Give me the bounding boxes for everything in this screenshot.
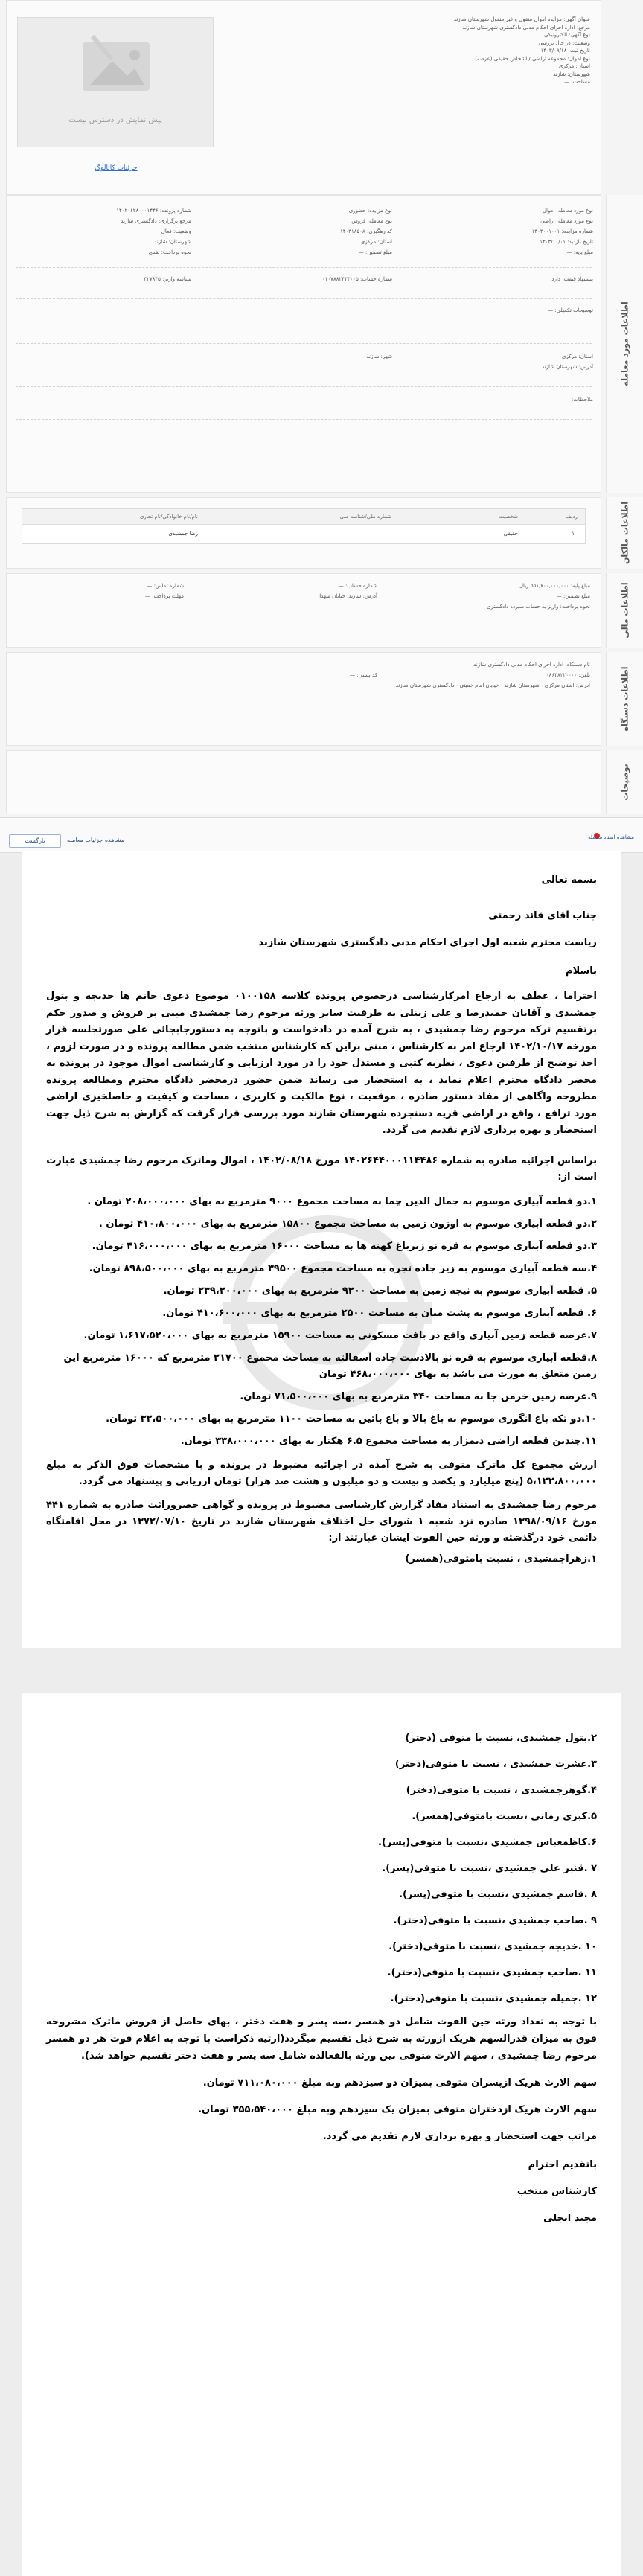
field: مبلغ پایه: — [566,249,593,255]
divider [16,343,592,344]
list-item: ۱۱.چندین قطعه اراضی دیمزار به مساحت مجموع ۶.۵ هکتار به بهای ۳۳۸،۰۰۰،۰۰۰ تومان. [180,1435,597,1447]
divider [16,386,592,387]
field-row [14,397,593,404]
info-line: شهرستان: شازند [553,71,590,77]
info-line: مساحت: — [564,79,590,85]
info-line: مرجع: اداره اجرای احکام مدنی دادگستری شهرستان شازند [462,24,590,31]
closing: باتقدیم احترام [528,2159,597,2170]
info-line: استان: مرکزی [558,63,590,69]
info-line: تاریخ ثبت: ۱۴۰۳/۰۹/۱۸ [540,48,590,54]
field: شهر: شازند [366,354,392,359]
info-line: وضعیت: در حال بررسی [538,39,590,46]
paragraph: سهم الارث هریک ازدختران متوفی بمیزان یک سیزدهم وبه مبلغ ۳۵۵،۵۴۰،۰۰۰ تومان. [198,2104,597,2115]
field: مهلت پرداخت: — [144,593,184,599]
section-title: اطلاعات مورد معامله [620,301,630,386]
table-cell: — [386,531,391,537]
section-organization-tab [606,652,643,746]
list-item: ۲.بتول جمشیدی، نسبت با متوفی (دختر) [405,1733,597,1744]
section-financial-body [6,573,601,648]
section-transaction-tab [606,195,643,493]
greeting: باسلام [566,965,597,977]
table-cell: رضا جمشیدی [168,531,198,537]
paragraph: مراتب جهت استحضار و بهره برداری لازم تقدیم می گردد. [322,2131,597,2142]
field: نوع مزایده: حضوری [348,208,392,214]
section-financial-tab [606,573,643,648]
field: تاریخ بازدید: ۱۴۰۳/۱۰/۰۱ [540,239,593,245]
field-row [14,228,593,236]
section-title: توضیحات [620,764,630,801]
field: مبلغ پایه: ۵۵۱,۷۰۰,۰۰۰,۰۰۰ ریال [519,583,590,589]
paragraph: با توجه به تعداد ورثه حین الفوت شامل دو همسر ،سه پسر و هفت دختر ، بهای حاصل از فروش ماترک مشروحه فوق به میزان قدرالسهم هریک ازورثه به شرح ذیل تقسیم میگردد(ارثیه ذکراست با توجه به اعلام فوت هر دو همسر مرحوم رضا جمشیدی ، سهم الارث متوفی بین ورثه بالفعالده شامل سه پسر و هفت دختر تقسیم خواهد شد). [46,2016,597,2062]
field: کد رهگیری: ۱۴۰۳۱۸۵۰۸ [339,228,392,234]
table-row [22,525,585,543]
field: مبلغ تضمین: — [556,593,590,599]
field: پیشنهاد قیمت: دارد [551,276,593,282]
list-item: ۹ .صاحب جمشیدی ،نسبت با متوفی(دختر). [393,1915,597,1926]
field: شماره تماس: — [147,583,184,589]
field-row [14,307,593,315]
list-item: ۳.دو قطعه آبیاری موسوم به قره نو زیرباغ کهنه ها به مساحت ۱۶۰۰۰ مترمربع به بهای ۴۱۶،۰۰۰،۰۰۰ تومان. [92,1240,597,1252]
section-owners-tab [606,497,643,569]
top-info-body [6,0,601,195]
top-info-lines [240,16,590,86]
paragraph: ارزش مجموع کل ماترک متوفی به شرح آمده در اجرائیه مضبوط در پرونده و با مشخصات فوق الذکر به مبلغ ۵،۱۲۲،۸۰۰،۰۰۰ (پنج میلیارد و یکصد و بیست و دو میلیون و هشت صد هزار) تومان ارزیابی و پیشنهاد می گردد. [46,1459,597,1487]
list-item: ۱۰ .خدیجه جمشیدی ،نسبت با متوفی(دختر). [388,1941,597,1952]
field: شماره مزایده: ۱۴۰۳۰۰۱۰۰۱ [531,228,593,234]
list-item: ۸.قطعه آبیاری موسوم به قره نو بالادست جاده آسفالته به مساحت مجموع ۲۱۷۰۰ مترمربع که ۱۶۰۰۰ مترمربع این زمین متعلق به مورث می باشد به بهای ۴۶۸،۰۰۰،۰۰۰ تومان [63,1352,597,1380]
list-item: ۳.عشرت جمشیدی ، نسبت با متوفی(دختر) [394,1759,597,1770]
field-row [14,249,593,257]
divider [16,419,592,420]
document-page-1 [22,851,621,1648]
signature-name: مجید انجلی [543,2213,597,2224]
list-item: ۹.عرصه زمین خرمن جا به مساحت ۳۴۰ مترمربع به بهای ۷۱،۵۰۰،۰۰۰ تومان. [240,1390,597,1402]
section-description [0,750,643,814]
field: استان: مرکزی [561,354,593,359]
paragraph: براساس اجرائیه صادره به شماره ۱۴۰۲۶۴۴۰۰۰۱۱۴۴۸۶ مورخ ۱۴۰۲/۰۸/۱۸ ، اموال وماترک مرحوم رضا جمشیدی عبارت است از: [46,1154,597,1183]
section-description-tab [606,750,643,814]
addressee: جناب آقای قائد رحمتی [488,910,597,921]
no-preview-image [17,17,214,147]
section-owners-body [6,497,601,569]
table-header-cell: شماره ملی/شناسه ملی [339,514,391,520]
list-item: ۵.کبری زمانی ،نسبت بامتوفی(همسر). [412,1811,597,1822]
field: توضیحات تکمیلی: — [548,307,593,313]
field-row [14,218,593,226]
field: شماره حساب: ۰۱۰۷۸۸۲۴۳۳۰۰۵ [322,276,392,282]
section-title: اطلاعات مالی [620,582,630,639]
section-transaction-info [0,195,643,493]
list-item: ۴.سه قطعه آبیاری موسوم به زیر جاده تجره به مساحت مجموع ۳۹۵۰۰ مترمربع به بهای ۸۹۸،۵۰۰،۰۰۰ تومان. [89,1262,597,1274]
paragraph: احتراما ، عطف به ارجاع امرکارشناسی درخصوص پرونده کلاسه ۰۱۰۰۱۵۸ موضوع دعوی خانم ها خدیجه و بتول جمشیدی و آقایان حمیدرضا و علی زینلی به طرفیت سایر ورثه مرحوم رضا جمشیدی مبنی بر فروش و صدور حکم برتقسیم ترکه مرحوم رضا جمشیدی ، به شرح آمده در دادخواست و باتوجه به دستورجابجائی علی صورتجلسه قرار مورخه ۱۴۰۲/۱۰/۱۷ ارجاع امر به کارشناس ، مبنی براین که کارشناس منتخب ضمن مطالعه پرونده و در صورت لزوم ، اخذ توضیح از طرفین دعوی ، نظریه کتبی و مستدل خود را در مورد ارزیابی و کارشناسی اموال موجود در پرونده به محضر دادگاه محترم اعلام نماید ، به استحضار می رساند ضمن حضور درمحضر دادگاه محترم ومطالعه پرونده مطروحه واگاهی از مفاد دستور صادره ، موقعیت ، نوع مالکیت و کاربری ، مساحت و کیفیت و حاصلخیزی اراضی مورد ترافع ، واقع در اراضی قریه دسنجرده شهرستان شازند مورد بررسی قرار گرفت که گزارش به شرح ذیل جهت استحضار و بهره برداری لازم تقدیم می گردد. [46,991,598,1136]
document-body [46,1693,597,2227]
field: استان: مرکزی [360,239,392,245]
list-item: ۶.کاظمعباس جمشیدی ،نسبت با متوفی(پسر). [378,1837,597,1848]
paragraph: سهم الارث هریک ازپسران متوفی بمیزان دو سیزدهم وبه مبلغ ۷۱۱،۰۸۰،۰۰۰ تومان. [202,2077,597,2088]
table-cell: ۱ [572,531,575,537]
document-body [46,851,597,1567]
info-line: عنوان آگهی: مزایده اموال منقول و غیر منقول شهرستان شازند [453,16,590,22]
field: آدرس: استان مرکزی - شهرستان شازند - خیابان امام خمینی - دادگستری شهرستان شازند [395,683,590,688]
section-organization-body [6,652,601,746]
list-item: ۱۲ .جمیله جمشیدی ،نسبت با متوفی(دختر). [390,1993,597,2004]
divider [16,298,592,299]
field: مبلغ تضمین: — [358,249,392,255]
table-header-cell: نام/نام خانوادگی/نام تجاری [139,514,198,520]
return-button[interactable]: بازگشت [9,834,61,848]
table-header-cell: شخصیت [499,514,518,520]
list-item: ۱۰.دو تکه باغ انگوری موسوم به باغ بالا و باغ پائین به مساحت ۱۱۰۰ مترمربع به بهای ۳۲،۵۰۰،۰۰۰ تومان. [106,1413,597,1425]
field: ملاحظات: — [564,397,593,403]
field: نوع مورد معامله: اموال [542,208,593,214]
list-item: ۵. قطعه آبیاری موسوم به نیجه زمین به مساحت ۹۲۰۰ مترمربع به بهای ۲۳۹،۲۰۰،۰۰۰ تومان. [163,1285,597,1297]
catalog-details-link[interactable]: جزئیات کاتالوگ [95,164,138,172]
signature-role: کارشناس منتخب [516,2186,597,2197]
document-page-2 [22,1693,621,2576]
field-row [14,239,593,246]
list-item: ۷ .قنبر علی جمشیدی ،نسبت با متوفی(پسر). [382,1863,597,1874]
field: نحوه پرداخت: واریز به حساب سپرده دادگستری [487,604,590,610]
list-item: ۱۱ .صاحب جمشیدی ،نسبت با متوفی(دختر). [387,1967,597,1978]
table-cell: حقیقی [503,531,518,537]
field-row [14,354,593,361]
info-line: نوع آگهی: الکترونیکی [544,32,590,38]
field: وضعیت: فعال [161,228,191,234]
field: مرجع برگزاری: دادگستری شازند [121,218,191,224]
field: شهرستان: شازند [154,239,191,245]
section-transaction-body [6,195,601,493]
list-item: ۲.دو قطعه آبیاری موسوم به اوزون زمین به مساحت مجموع ۱۵۸۰۰ مترمربع به بهای ۴۱۰،۸۰۰،۰۰۰ تومان . [98,1218,597,1230]
section-title: اطلاعات دستگاه [620,666,630,732]
section-organization [0,652,643,746]
section-financial [0,573,643,648]
field: نحوه پرداخت: نقدی [148,249,191,255]
field: شماره حساب: — [338,583,377,589]
auction-detail-panel [0,0,643,817]
view-transaction-details-button[interactable]: مشاهده جزئیات معامله [67,837,125,843]
list-item: ۱.دو قطعه آبیاری موسوم به جمال الدین چما به مساحت مجموع ۹۰۰۰ مترمربع به بهای ۲۰۸،۰۰۰،۰۰۰ تومان . [87,1195,597,1207]
breadcrumb[interactable]: مشاهده اسناد معامله [588,834,634,840]
field: شناسه واریز: ۳۲۷۸۴۵ [144,276,191,282]
list-item: ۸ .قاسم جمشیدی ،نسبت با متوفی(پسر). [399,1889,597,1900]
addressee-title: ریاست محترم شعبه اول اجرای احکام مدنی دادگستری شهرستان شازند [258,937,597,948]
top-info-section [0,0,643,195]
list-item: ۱.زهراجمشیدی ، نسبت بامتوفی(همسر) [405,1553,597,1565]
owners-table [22,508,586,544]
divider [16,267,592,268]
document-toolbar [0,817,643,853]
field-row [14,208,593,215]
field: نوع معامله: فروش [351,218,392,224]
table-header-cell: ردیف [566,514,578,520]
field: نام دستگاه: اداره اجرای احکام مدنی دادگستری شازند [473,662,590,668]
field: کد پستی: — [350,672,377,678]
field-row [14,276,593,284]
paragraph: مرحوم رضا جمشیدی به استناد مفاد گزارش کارشناسی مضبوط در پرونده و گواهی حصروراثت صادره به شماره ۴۴۱ مورخ ۱۳۹۸/۰۹/۱۶ صادره نزد شعبه ۱ شورای حل اختلاف شهرستان شازند در تاریخ ۱۳۷۲/۰۷/۱۰ در محل اقامتگاه دائمی خود درگذشته و ورثه حین الفوت ایشان عبارتند از: [46,1499,597,1544]
list-item: ۴.گوهرجمشیدی ، نسبت با متوفی(دختر) [406,1785,597,1796]
image-placeholder-icon [57,31,176,113]
field: شماره پرونده: ۱۴۰۲۰۶۲۸۰۰۰۱۴۴۶ [116,208,191,214]
list-item: ۷.عرصه قطعه زمین آبیاری واقع در بافت مسکونی به مساحت ۱۵۹۰۰ مترمربع به بهای ۱،۶۱۷،۵۲۰،۰۰۰ تومان. [83,1329,597,1341]
field: آدرس: شازند، خیابان شهدا [319,593,377,599]
table-header [22,509,585,525]
field: آدرس: شهرستان شازند [541,364,593,370]
field-row [14,364,593,371]
no-preview-caption: پیش نمایش در دسترس نیست [68,116,162,124]
field: نوع مورد معامله: اراضی [540,218,593,224]
salutation: بسمه تعالی [541,875,597,886]
info-line: نوع اموال: مجموعه اراضی / اشخاص حقیقی (عرصه) [475,55,590,62]
section-description-body [6,750,601,814]
list-item: ۶. قطعه آبیاری موسوم به پشت میان به مساحت ۲۵۰۰ مترمربع به بهای ۴۱۰،۶۰۰،۰۰۰ تومان. [162,1307,597,1319]
field: تلفن: ۰۸۶۳۸۲۲۰۰۰۰ [546,672,590,678]
section-owners [0,497,643,569]
section-title: اطلاعات مالکان [620,502,630,564]
